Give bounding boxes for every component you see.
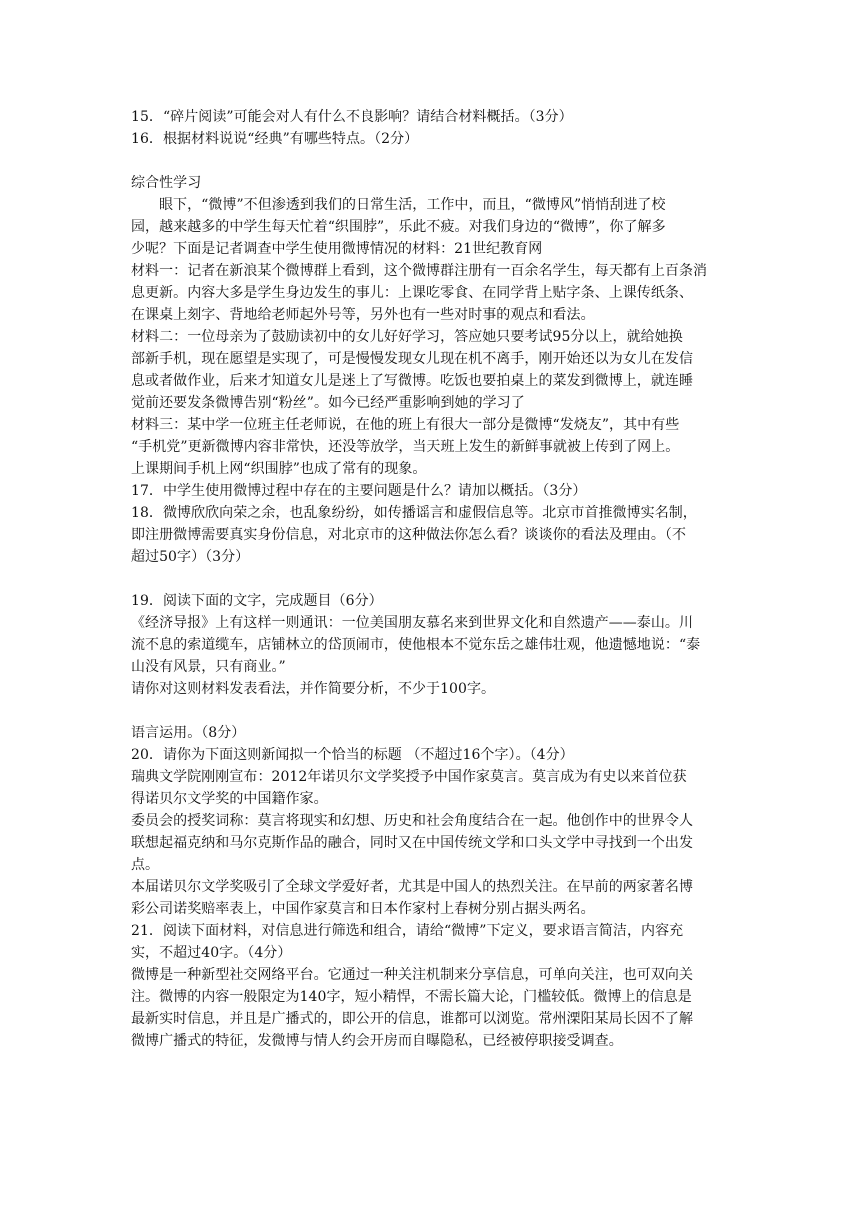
spacer (131, 700, 731, 722)
news-line: 点。 (131, 857, 160, 873)
news-line: 本届诺贝尔文学奖吸引了全球文学爱好者，尤其是中国人的热烈关注。在早前的两家著名博 (131, 879, 693, 895)
question-19-text-line: 山没有风景，只有商业。” (131, 659, 286, 675)
question-21-line: 实，不超过40字。（4分） (131, 945, 292, 961)
material-2-line: 部新手机，现在愿望是实现了，可是慢慢发现女儿现在机不离手，刚开始还以为女儿在发信 (131, 351, 693, 367)
material-1-line: 息更新。内容大多是学生身边发生的事儿：上课吃零食、在同学背上贴字条、上课传纸条、 (131, 285, 693, 301)
news-line: 得诺贝尔文学奖的中国籍作家。 (131, 791, 328, 807)
material-3-line: 材料三：某中学一位班主任老师说，在他的班上有很大一部分是微博“发烧友”，其中有些 (131, 417, 680, 433)
weibo-material-line: 最新实时信息，并且是广播式的，即公开的信息，谁都可以浏览。常州溧阳某局长因不了解 (131, 1011, 693, 1027)
section-heading-comprehensive: 综合性学习 (131, 175, 202, 191)
news-line: 联想起福克纳和马尔克斯作品的融合，同时又在中国传统文学和口头文学中寻找到一个出发 (131, 835, 693, 851)
document-page (131, 106, 731, 1052)
material-2-line: 材料二：一位母亲为了鼓励读初中的女儿好好学习，答应她只要考试95分以上，就给她换 (131, 329, 683, 345)
material-3-line: 上课期间手机上网“织围脖”也成了常有的现象。 (131, 461, 427, 477)
material-2-line: 息或者做作业，后来才知道女儿是迷上了写微博。吃饭也要拍桌上的菜发到微博上，就连睡 (131, 373, 693, 389)
material-1-line: 在课桌上刻字、背地给老师起外号等，另外也有一些对时事的观点和看法。 (131, 307, 595, 323)
intro-line: 少呢？下面是记者调查中学生使用微博情况的材料：21世纪教育网 (131, 241, 543, 257)
question-20: 20．请你为下面这则新闻拟一个恰当的标题 （不超过16个字）。（4分） (131, 747, 574, 763)
material-1-line: 材料一：记者在新浪某个微博群上看到，这个微博群注册有一百余名学生，每天都有上百条消 (131, 263, 708, 279)
material-2-line: 觉前还要发条微博告别“粉丝”。如今已经严重影响到她的学习了 (131, 395, 525, 411)
question-19-text-line: 《经济导报》上有这样一则通讯：一位美国朋友慕名来到世界文化和自然遗产——泰山。川 (131, 615, 693, 631)
question-18-line: 超过50字）（3分） (131, 549, 250, 565)
weibo-material-line: 微博是一种新型社交网络平台。它通过一种关注机制来分享信息，可单向关注，也可双向关 (131, 967, 693, 983)
question-19-task: 请你对这则材料发表看法，并作简要分析，不少于100字。 (131, 681, 496, 697)
intro-line: 园，越来越多的中学生每天忙着“织围脖”，乐此不疲。对我们身边的“微博”，你了解多 (131, 219, 666, 235)
spacer (131, 150, 731, 172)
question-21-line: 21．阅读下面材料，对信息进行筛选和组合，请给“微博”下定义，要求语言简洁，内容充 (131, 923, 684, 939)
intro-line: 眼下，“微博”不但渗透到我们的日常生活，工作中，而且，“微博风”悄悄刮进了校 (159, 197, 666, 213)
question-18-line: 即注册微博需要真实身份信息，对北京市的这种做法你怎么看？谈谈你的看法及理由。（不 (131, 527, 686, 543)
news-line: 委员会的授奖词称：莫言将现实和幻想、历史和社会角度结合在一起。他创作中的世界令人 (131, 813, 693, 829)
question-16: 16．根据材料说说“经典”有哪些特点。（2分） (131, 131, 419, 147)
weibo-material-line: 微博广播式的特征，发微博与情人约会开房而自曝隐私，已经被停职接受调查。 (131, 1033, 623, 1049)
news-line: 瑞典文学院刚刚宣布：2012年诺贝尔文学奖授予中国作家莫言。莫言成为有史以来首位获 (131, 769, 687, 785)
section-heading-language: 语言运用。（8分） (131, 725, 246, 741)
question-19-text-line: 流不息的索道缆车，店铺林立的岱顶闹市，使他根本不觉东岳之雄伟壮观，他遗憾地说：“泰 (131, 637, 701, 653)
material-3-line: “手机党”更新微博内容非常快，还没等放学，当天班上发生的新鲜事就被上传到了网上。 (131, 439, 680, 455)
question-17: 17．中学生使用微博过程中存在的主要问题是什么？请加以概括。（3分） (131, 483, 587, 499)
question-15: 15．“碎片阅读”可能会对人有什么不良影响？请结合材料概括。（3分） (131, 109, 573, 125)
question-18-line: 18．微博欣欣向荣之余，也乱象纷纷，如传播谣言和虚假信息等。北京市首推微博实名制， (131, 505, 697, 521)
spacer (131, 568, 731, 590)
question-19-title: 19．阅读下面的文字，完成题目（6分） (131, 593, 383, 609)
news-line: 彩公司诺奖赔率表上，中国作家莫言和日本作家村上春树分别占据头两名。 (131, 901, 595, 917)
weibo-material-line: 注。微博的内容一般限定为140字，短小精悍，不需长篇大论，门槛较低。微博上的信息是 (131, 989, 692, 1005)
